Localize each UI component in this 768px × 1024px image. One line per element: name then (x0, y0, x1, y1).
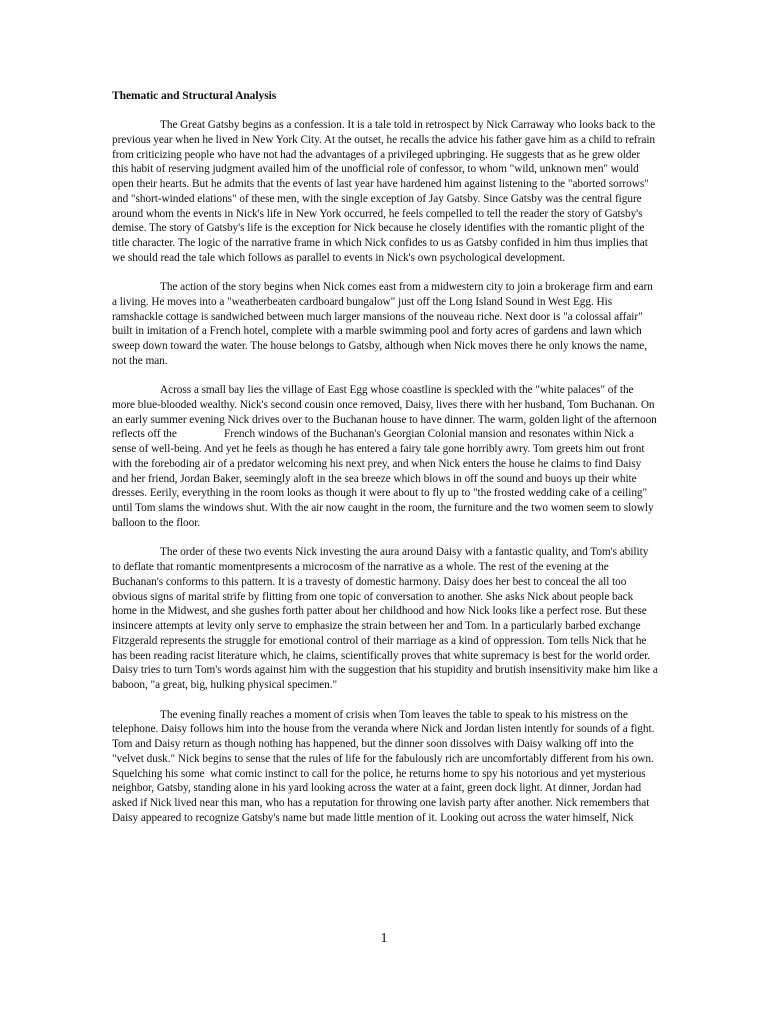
paragraph-3: Across a small bay lies the village of East Egg whose coastline is speckled with the "white palaces" of the more blue-blooded wealthy. Nick's second cousin once removed, Daisy, lives there with her husband, Tom Buchanan. On an early summer evening Nick drives over to the Buchanan house to have dinner. The warm, golden light of the afternoon reflects off the French windows of the Buchanan's Georgian Colonial mansion and resonates within Nick a sense of well-being. And yet he feels as though he has entered a fairy tale gone horribly awry. Tom greets him out front with the foreboding air of a predator welcoming his next prey, and when Nick enters the house he claims to find Daisy and her friend, Jordan Baker, seemingly aloft in the sea breeze which blows in off the sound and buoys up their white dresses. Eerily, everything in the room looks as though it were about to fly up to "the frosted wedding cake of a ceiling" until Tom slams the windows shut. With the air now caught in the room, the furniture and the two women seem to slowly balloon to the floor. (112, 384, 660, 529)
document-body (112, 88, 658, 840)
section-heading: Thematic and Structural Analysis (112, 90, 277, 102)
paragraph-4: The order of these two events Nick investing the aura around Daisy with a fantastic quality, and Tom's ability to deflate that romantic momentpresents a microcosm of the narrative as a whole. The rest of the evening at the Buchanan's conforms to this pattern. It is a travesty of domestic harmony. Daisy does her best to conceal the all too obvious signs of marital strife by flitting from one topic of conversation to another. She asks Nick about people back home in the Midwest, and she gushes forth patter about her childhood and how Nick looks like a perfect rose. But these insincere attempts at levity only serve to emphasize the strain between her and Tom. In a particularly barbed exchange Fitzgerald represents the struggle for emotional control of their marriage as a kind of oppression. Tom tells Nick that he has been reading racist literature which, he claims, scientifically proves that white supremacy is best for the world order. Daisy tries to turn Tom's words against him with the suggestion that his stupidity and brutish insensitivity make him like a baboon, "a great, big, hulking physical specimen." (112, 546, 658, 692)
page-number: 1 (380, 931, 388, 946)
paragraph-5: The evening finally reaches a moment of crisis when Tom leaves the table to speak to his mistress on the telephone. Daisy follows him into the house from the veranda where Nick and Jordan listen intently for sounds of a fight. Tom and Daisy return as though nothing has happened, but the dinner soon dissolves with Daisy walking off into the "velvet dusk." Nick begins to sense that the rules of life for the fabulously rich are uncomfortably different from his own. Squelching his some what comic instinct to call for the police, he returns home to spy his notorious and yet mysterious neighbor, Gatsby, standing alone in his yard looking across the water at a faint, green dock light. At dinner, Jordan had asked if Nick lived near this man, who has a reputation for throwing one lavish party after another. Nick remembers that Daisy appeared to recognize Gatsby's name but made little mention of it. Looking out across the water himself, Nick (112, 708, 657, 824)
paragraph-1: The Great Gatsby begins as a confession. It is a tale told in retrospect by Nick Carraway who looks back to the previous year when he lived in New York City. At the outset, he recalls the advice his father gave him as a child to refrain from criticizing people who have not had the advantages of a privileged upbringing. He suggests that as he grew older this habit of reserving judgment availed him of the unofficial role of confessor, to whom "wild, unknown men" would open their hearts. But he admits that the events of last year have hardened him against listening to the "aborted sorrows" and "short-winded elations" of these men, with the single exception of Jay Gatsby. Since Gatsby was the central figure around whom the events in Nick's life in New York occurred, he feels compelled to tell the reader the story of Gatsby's demise. The story of Gatsby's life is the exception for Nick because he closely identifies with the romantic plight of the title character. The logic of the narrative frame in which Nick confides to us as Gatsby confided in him thus implies that we should read the tale which follows as parallel to events in Nick's own psychological development. (112, 119, 656, 264)
paragraph-2: The action of the story begins when Nick comes east from a midwestern city to join a brokerage firm and earn a living. He moves into a "weatherbeaten cardboard bungalow" just off the Long Island Sound in West Egg. His ramshackle cottage is sandwiched between much larger mansions of the nouveau riche. Next door is "a colossal affair" built in imitation of a French hotel, complete with a marble swimming pool and forty acres of gardens and lawn which sweep down toward the water. The house belongs to Gatsby, although when Nick moves there he only knows the name, not the man. (112, 281, 653, 367)
